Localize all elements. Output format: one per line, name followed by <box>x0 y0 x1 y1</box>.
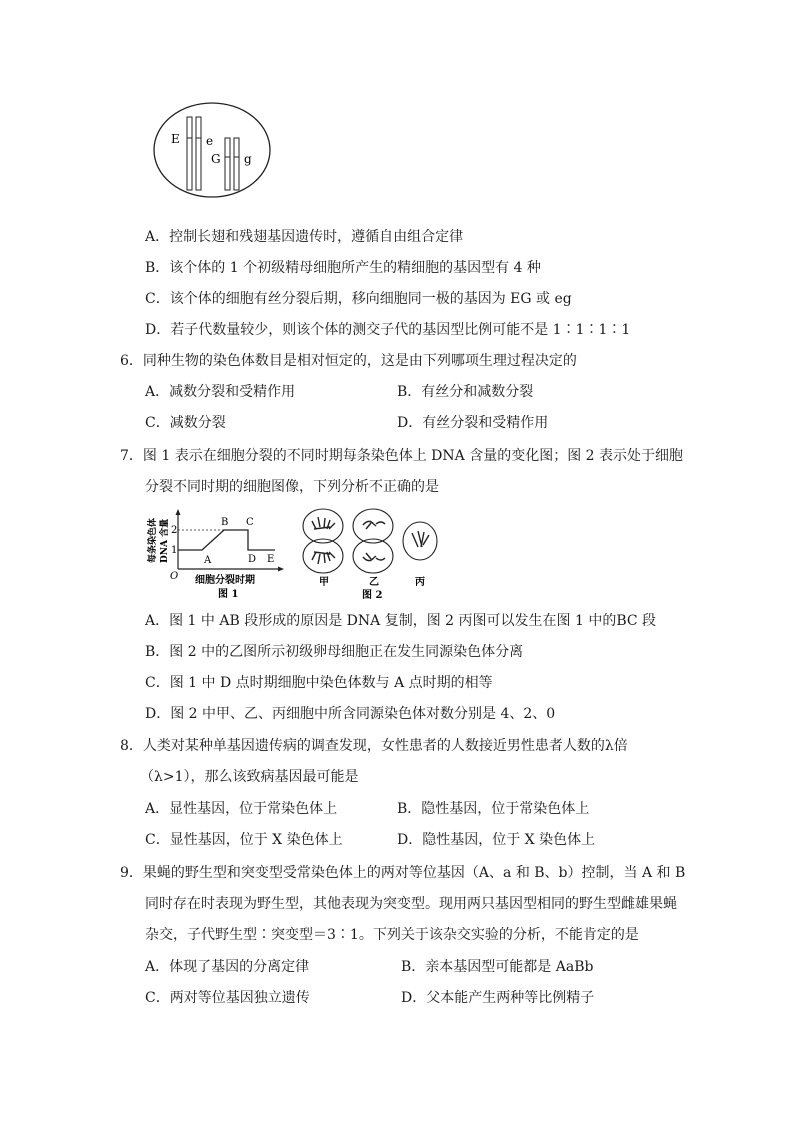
q8-option-d: D．隐性基因，位于 X 染色体上 <box>397 832 596 848</box>
q9-option-d: D．父本能产生两种等比例精子 <box>401 990 595 1006</box>
q9-stem-line1: 9．果蝇的野生型和突变型受常染色体上的两对等位基因（A、a 和 B、b）控制，当 A 和 B <box>120 865 686 881</box>
q6-stem: 6．同种生物的染色体数目是相对恒定的，这是由下列哪项生理过程决定的 <box>120 353 577 369</box>
fig1-origin: O <box>170 571 179 582</box>
q7-option-c: C．图 1 中 D 点时期细胞中染色体数与 A 点时期的相等 <box>145 675 493 691</box>
fig1-point-c: C <box>246 517 254 528</box>
q7-figures <box>140 505 440 603</box>
cell-label-yi: 乙 <box>369 577 379 588</box>
gene-label-E: E <box>171 132 180 146</box>
q8-stem-line1: 8．人类对某种单基因遗传病的调查发现，女性患者的人数接近男性患者人数的λ倍 <box>120 738 628 754</box>
fig1-point-e: E <box>267 554 275 565</box>
q6-option-b: B．有丝分和减数分裂 <box>397 384 534 400</box>
q6-option-d: D．有丝分裂和受精作用 <box>397 415 549 431</box>
gene-label-e: e <box>206 134 214 148</box>
q7-option-b: B．图 2 中的乙图所示初级卵母细胞正在发生同源染色体分离 <box>145 644 524 660</box>
fig1-point-a: A <box>204 555 212 566</box>
gene-label-g: g <box>244 152 252 166</box>
q8-option-a: A．显性基因，位于常染色体上 <box>145 801 338 817</box>
q8-stem-line2: （λ>1），那么该致病基因最可能是 <box>140 769 359 785</box>
fig1-ytick-1: 1 <box>171 545 178 556</box>
fig2-caption: 图 2 <box>362 590 383 601</box>
q5-option-d: D．若子代数量较少，则该个体的测交子代的基因型比例可能不是 1∶1∶1∶1 <box>145 322 631 338</box>
q5-option-c: C．该个体的细胞有丝分裂后期，移向细胞同一极的基因为 EG 或 eg <box>145 291 572 307</box>
fig1-xlabel: 细胞分裂时期 <box>195 575 255 586</box>
q7-stem-line2: 分裂不同时期的细胞图像，下列分析不正确的是 <box>145 479 439 495</box>
q8-option-b: B．隐性基因，位于常染色体上 <box>397 801 590 817</box>
q5-option-a: A．控制长翅和残翅基因遗传时，遵循自由组合定律 <box>145 229 464 245</box>
q9-option-a: A．体现了基因的分离定律 <box>145 959 310 975</box>
q9-option-b: B．亲本基因型可能都是 AaBb <box>401 959 594 975</box>
cell-label-bing: 丙 <box>415 577 425 588</box>
cell-chromosome-figure <box>150 100 275 200</box>
q6-option-a: A．减数分裂和受精作用 <box>145 384 296 400</box>
q7-option-a: A．图 1 中 AB 段形成的原因是 DNA 复制，图 2 丙图可以发生在图 1 中的BC 段 <box>145 613 657 629</box>
cell-label-jia: 甲 <box>319 577 329 588</box>
q7-stem-line1: 7．图 1 表示在细胞分裂的不同时期每条染色体上 DNA 含量的变化图；图 2 表示处于细胞 <box>120 448 684 464</box>
fig1-ylabel-line1: 每条染色体 <box>148 517 158 563</box>
fig1-point-d: D <box>248 554 257 565</box>
fig1-point-b: B <box>221 517 229 528</box>
fig1-ytick-2: 2 <box>171 525 178 536</box>
fig1-caption: 图 1 <box>218 589 239 600</box>
q8-option-c: C．显性基因，位于 X 染色体上 <box>145 832 343 848</box>
q9-option-c: C．两对等位基因独立遗传 <box>145 990 310 1006</box>
q9-stem-line3: 杂交，子代野生型∶突变型＝3∶1。下列关于该杂交实验的分析，不能肯定的是 <box>145 927 639 943</box>
fig1-ylabel-line2: DNA 含量 <box>160 518 170 563</box>
q9-stem-line2: 同时存在时表现为野生型，其他表现为突变型。现用两只基因型相同的野生型雌雄果蝇 <box>145 896 677 912</box>
q7-option-d: D．图 2 中甲、乙、丙细胞中所含同源染色体对数分别是 4、2、0 <box>145 706 556 722</box>
q6-option-c: C．减数分裂 <box>145 415 226 431</box>
q5-option-b: B．该个体的 1 个初级精母细胞所产生的精细胞的基因型有 4 种 <box>145 260 541 276</box>
gene-label-G: G <box>211 152 221 166</box>
